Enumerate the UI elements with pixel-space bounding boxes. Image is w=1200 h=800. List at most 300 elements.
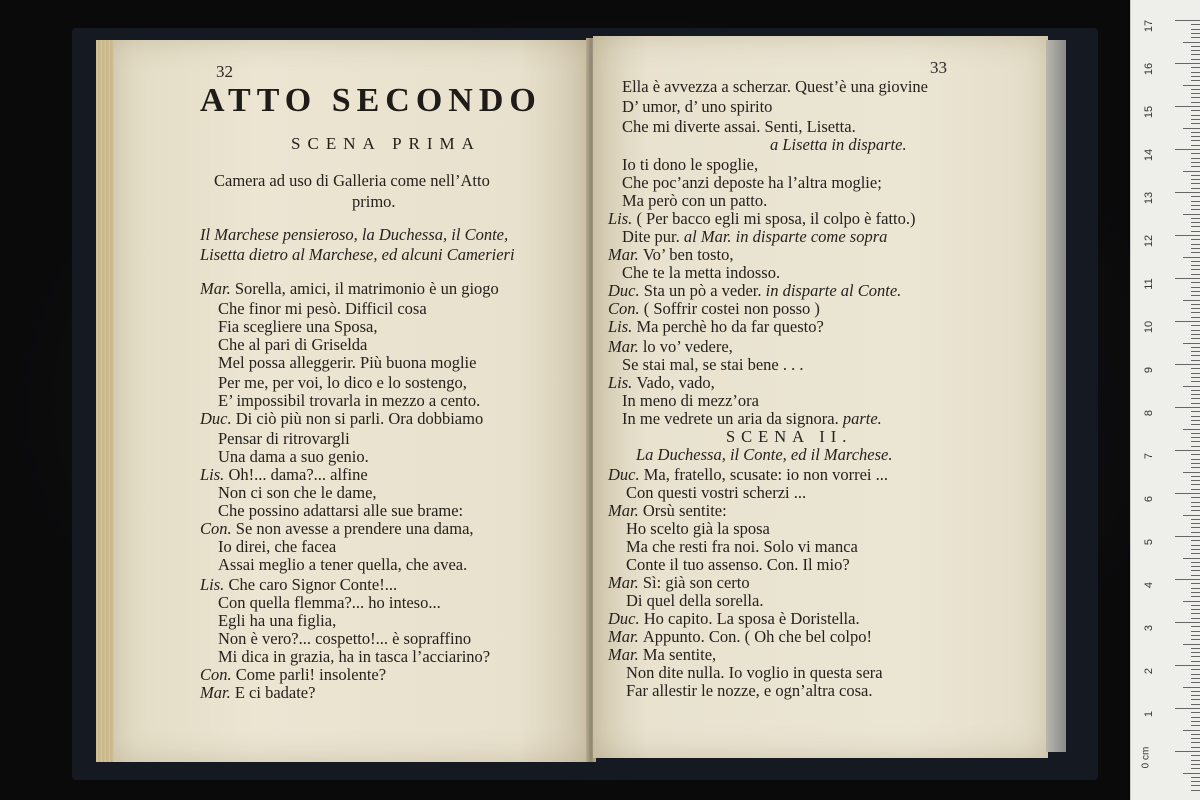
verse-text: E ci badate? xyxy=(234,683,316,702)
ruler-tick xyxy=(1191,377,1200,378)
left-line xyxy=(218,538,336,556)
verse-text: Ma però con un patto. xyxy=(622,191,768,210)
left-line xyxy=(218,612,336,630)
ruler-unit: 0 cm xyxy=(1140,746,1152,769)
ruler-tick xyxy=(1183,644,1200,645)
left-line xyxy=(218,300,427,318)
ruler-tick xyxy=(1191,153,1200,154)
right2-line xyxy=(608,610,860,628)
right-line xyxy=(770,136,907,154)
ruler-tick xyxy=(1191,226,1200,227)
right-line xyxy=(622,264,780,282)
right-line xyxy=(622,392,759,410)
ruler-tick xyxy=(1191,781,1200,782)
verse-text: Far allestir le nozze, e ogn’altra cosa. xyxy=(626,681,873,700)
book-edge xyxy=(96,40,116,762)
verse-text: Con quella flemma?... ho inteso... xyxy=(218,593,441,612)
ruler-tick xyxy=(1191,635,1200,636)
verse-text: Non è vero?... cospetto!... è sopraffino xyxy=(218,629,472,648)
verse-text: D’ umor, d’ uno spirito xyxy=(622,97,773,116)
ruler-tick xyxy=(1191,205,1200,206)
ruler-tick xyxy=(1191,437,1200,438)
left-line xyxy=(218,594,441,612)
ruler-tick xyxy=(1191,575,1200,576)
right-line xyxy=(622,78,928,96)
speaker-label: Lis. xyxy=(200,575,229,594)
ruler-tick xyxy=(1191,330,1200,331)
ruler-tick xyxy=(1175,407,1200,408)
verse-text: Io direi, che facea xyxy=(218,537,337,556)
right2-line xyxy=(626,484,806,502)
ruler-tick xyxy=(1191,446,1200,447)
left-line xyxy=(218,502,463,520)
ruler-tick xyxy=(1191,669,1200,670)
ruler-tick xyxy=(1191,652,1200,653)
act-title: ATTO SECONDO xyxy=(200,82,542,119)
ruler-tick xyxy=(1191,523,1200,524)
ruler-tick xyxy=(1175,579,1200,580)
left-line xyxy=(200,410,483,428)
ruler-tick xyxy=(1191,244,1200,245)
ruler-tick xyxy=(1191,454,1200,455)
ruler-tick xyxy=(1175,106,1200,107)
scene-title: SCENA PRIMA xyxy=(291,134,481,153)
verse-text: Appunto. Con. ( Oh che bel colpo! xyxy=(642,627,872,646)
ruler-tick xyxy=(1191,140,1200,141)
verse-text: Conte il tuo assenso. Con. Il mio? xyxy=(626,555,850,574)
left-line xyxy=(200,684,315,702)
stage-direction: in disparte al Conte. xyxy=(761,281,902,300)
ruler-tick xyxy=(1191,282,1200,283)
left-line xyxy=(200,280,499,298)
ruler-tick xyxy=(1183,601,1200,602)
ruler-tick xyxy=(1191,497,1200,498)
ruler-number: 6 xyxy=(1143,495,1155,503)
ruler-tick xyxy=(1191,618,1200,619)
right-line xyxy=(608,246,733,264)
ruler-tick xyxy=(1191,308,1200,309)
right-page-number: 33 xyxy=(930,58,947,77)
ruler-tick xyxy=(1175,149,1200,150)
ruler-tick xyxy=(1191,678,1200,679)
right-line xyxy=(608,374,715,392)
ruler-tick xyxy=(1183,515,1200,516)
ruler-tick xyxy=(1191,304,1200,305)
ruler-tick xyxy=(1175,192,1200,193)
ruler-tick xyxy=(1191,196,1200,197)
ruler-tick xyxy=(1191,704,1200,705)
ruler-tick xyxy=(1191,368,1200,369)
right-line xyxy=(608,282,901,300)
ruler-tick xyxy=(1191,265,1200,266)
ruler-number: 13 xyxy=(1143,191,1155,205)
stage-direction: a Lisetta in disparte. xyxy=(770,135,907,154)
verse-text: Con questi vostri scherzi ... xyxy=(626,483,807,502)
ruler-tick xyxy=(1175,708,1200,709)
right-line xyxy=(622,410,882,428)
left-line xyxy=(200,520,474,538)
verse-text: Ma perchè ho da far questo? xyxy=(636,317,824,336)
ruler-tick xyxy=(1191,50,1200,51)
verse-text: Che mi diverte assai. Senti, Lisetta. xyxy=(622,117,856,136)
verse-text: Assai meglio a tener quella, che avea. xyxy=(218,555,468,574)
ruler-tick xyxy=(1191,89,1200,90)
verse-text: Sta un pò a veder. xyxy=(643,281,762,300)
ruler-tick xyxy=(1191,261,1200,262)
ruler-tick xyxy=(1191,566,1200,567)
speaker-label: Mar. xyxy=(608,245,643,264)
ruler-tick xyxy=(1191,648,1200,649)
ruler-tick xyxy=(1183,85,1200,86)
ruler-tick xyxy=(1191,334,1200,335)
ruler-tick xyxy=(1191,394,1200,395)
ruler-tick xyxy=(1191,119,1200,120)
ruler-number: 9 xyxy=(1143,366,1155,374)
ruler-tick xyxy=(1191,274,1200,275)
ruler-tick xyxy=(1191,201,1200,202)
ruler-tick xyxy=(1191,562,1200,563)
ruler-tick xyxy=(1191,502,1200,503)
ruler-tick xyxy=(1183,300,1200,301)
ruler-tick xyxy=(1191,54,1200,55)
ruler-tick xyxy=(1191,424,1200,425)
ruler-tick xyxy=(1191,291,1200,292)
ruler-tick xyxy=(1175,536,1200,537)
ruler-tick xyxy=(1191,24,1200,25)
ruler-tick xyxy=(1175,450,1200,451)
verse-text: Ma sentite, xyxy=(642,645,717,664)
ruler-tick xyxy=(1191,527,1200,528)
verse-text: In me vedrete un aria da signora. xyxy=(622,409,839,428)
verse-text: E’ impossibil trovarla in mezzo a cento. xyxy=(218,391,481,410)
verse-text: Non dite nulla. Io voglio in questa sera xyxy=(626,663,883,682)
ruler-tick xyxy=(1191,360,1200,361)
ruler-tick xyxy=(1191,420,1200,421)
verse-text: Fia scegliere una Sposa, xyxy=(218,317,378,336)
ruler-tick xyxy=(1191,239,1200,240)
ruler-tick xyxy=(1175,751,1200,752)
speaker-label: Mar. xyxy=(608,337,643,356)
ruler-tick xyxy=(1191,699,1200,700)
scene-2-characters: La Duchessa, il Conte, ed il Marchese. xyxy=(636,445,893,464)
verse-text: In meno di mezz’ora xyxy=(622,391,759,410)
ruler-tick xyxy=(1191,145,1200,146)
ruler-tick xyxy=(1191,588,1200,589)
ruler-tick xyxy=(1175,20,1200,21)
right-line xyxy=(622,156,758,174)
ruler-tick xyxy=(1191,734,1200,735)
verse-text: Orsù sentite: xyxy=(642,501,727,520)
ruler-tick xyxy=(1191,175,1200,176)
ruler-tick xyxy=(1191,583,1200,584)
right2-line xyxy=(626,664,883,682)
ruler-tick xyxy=(1191,132,1200,133)
ruler-tick xyxy=(1191,398,1200,399)
ruler-tick xyxy=(1175,364,1200,365)
ruler-tick xyxy=(1191,768,1200,769)
verse-text: Sorella, amici, il matrimonio è un giogo xyxy=(234,279,499,298)
ruler-number: 17 xyxy=(1143,19,1155,33)
ruler-tick xyxy=(1183,171,1200,172)
right2-line xyxy=(608,646,716,664)
ruler-tick xyxy=(1175,665,1200,666)
ruler-tick xyxy=(1191,631,1200,632)
ruler-tick xyxy=(1191,222,1200,223)
stage-direction: al Mar. in disparte come sopra xyxy=(679,227,888,246)
ruler-tick xyxy=(1191,738,1200,739)
verse-text: Egli ha una figlia, xyxy=(218,611,337,630)
ruler-tick xyxy=(1191,463,1200,464)
right2-line xyxy=(608,574,750,592)
ruler-tick xyxy=(1191,29,1200,30)
setting-line-2: primo. xyxy=(352,192,396,211)
ruler-tick xyxy=(1191,411,1200,412)
right-line xyxy=(622,98,772,116)
ruler-tick xyxy=(1183,687,1200,688)
ruler-tick xyxy=(1191,312,1200,313)
verse-text: Che possino adattarsi alle sue brame: xyxy=(218,501,464,520)
ruler-tick xyxy=(1191,287,1200,288)
left-line xyxy=(218,336,367,354)
left-line xyxy=(218,318,377,336)
ruler-tick xyxy=(1183,730,1200,731)
ruler-tick xyxy=(1183,429,1200,430)
verse-text: Oh!... dama?... alfine xyxy=(228,465,368,484)
ruler-number: 4 xyxy=(1143,581,1155,589)
ruler-tick xyxy=(1191,46,1200,47)
ruler-tick xyxy=(1191,506,1200,507)
ruler-number: 11 xyxy=(1143,278,1155,290)
ruler-tick xyxy=(1191,480,1200,481)
ruler-tick xyxy=(1191,549,1200,550)
speaker-label: Duc. xyxy=(608,609,644,628)
ruler-tick xyxy=(1191,325,1200,326)
ruler-tick xyxy=(1191,416,1200,417)
ruler-tick xyxy=(1191,695,1200,696)
left-line xyxy=(218,392,480,410)
verse-text: Io ti dono le spoglie, xyxy=(622,155,759,174)
left-page-number: 32 xyxy=(216,62,233,81)
ruler-number: 16 xyxy=(1143,62,1155,76)
stage-direction: parte. xyxy=(838,409,882,428)
verse-text: Ho capito. La sposa è Doristella. xyxy=(643,609,860,628)
verse-text: Che te la metta indosso. xyxy=(622,263,781,282)
ruler-tick xyxy=(1191,166,1200,167)
ruler-tick xyxy=(1191,755,1200,756)
ruler-tick xyxy=(1191,209,1200,210)
ruler-tick xyxy=(1191,764,1200,765)
ruler-tick xyxy=(1191,682,1200,683)
speaker-label: Mar. xyxy=(608,573,643,592)
ruler-tick xyxy=(1191,489,1200,490)
book-cover-edge xyxy=(1046,40,1066,752)
right2-line xyxy=(608,466,888,484)
ruler-tick xyxy=(1191,97,1200,98)
ruler-tick xyxy=(1191,231,1200,232)
speaker-label: Duc. xyxy=(200,409,236,428)
right2-line xyxy=(626,592,763,610)
ruler-number: 12 xyxy=(1143,234,1155,248)
left-line xyxy=(200,466,368,484)
verse-text: Se stai mal, se stai bene . . . xyxy=(622,355,804,374)
ruler-tick xyxy=(1183,42,1200,43)
ruler-number: 3 xyxy=(1143,624,1155,632)
right-line xyxy=(622,192,767,210)
right-line xyxy=(608,210,915,228)
verse-text: Mi dica in grazia, ha in tasca l’acciarino? xyxy=(218,647,491,666)
ruler-number: 2 xyxy=(1143,667,1155,675)
ruler-tick xyxy=(1183,558,1200,559)
ruler-tick xyxy=(1191,162,1200,163)
verse-text: Di ciò più non si parli. Ora dobbiamo xyxy=(235,409,484,428)
left-line xyxy=(218,430,350,448)
ruler-tick xyxy=(1191,510,1200,511)
right-line xyxy=(622,118,856,136)
ruler-tick xyxy=(1191,115,1200,116)
right-line xyxy=(622,228,887,246)
right2-line xyxy=(626,538,858,556)
measuring-ruler xyxy=(1130,0,1200,800)
ruler-tick xyxy=(1191,183,1200,184)
ruler-tick xyxy=(1191,721,1200,722)
ruler-tick xyxy=(1191,661,1200,662)
right2-line xyxy=(626,682,872,700)
ruler-tick xyxy=(1191,747,1200,748)
ruler-tick xyxy=(1191,609,1200,610)
right2-line xyxy=(626,556,850,574)
verse-text: ( Soffrir costei non posso ) xyxy=(643,299,820,318)
ruler-tick xyxy=(1191,532,1200,533)
ruler-tick xyxy=(1191,742,1200,743)
ruler-tick xyxy=(1191,37,1200,38)
ruler-tick xyxy=(1191,540,1200,541)
speaker-label: Lis. xyxy=(608,209,637,228)
ruler-tick xyxy=(1191,403,1200,404)
ruler-tick xyxy=(1191,295,1200,296)
verse-text: Se non avesse a prendere una dama, xyxy=(235,519,474,538)
ruler-tick xyxy=(1175,63,1200,64)
left-line xyxy=(218,448,369,466)
verse-text: Come parli! insolente? xyxy=(235,665,387,684)
ruler-tick xyxy=(1175,622,1200,623)
right-line xyxy=(608,338,733,356)
ruler-tick xyxy=(1191,102,1200,103)
ruler-tick xyxy=(1191,59,1200,60)
verse-text: Che finor mi pesò. Difficil cosa xyxy=(218,299,427,318)
ruler-tick xyxy=(1191,725,1200,726)
ruler-tick xyxy=(1191,123,1200,124)
right2-line xyxy=(608,628,872,646)
ruler-tick xyxy=(1191,484,1200,485)
ruler-tick xyxy=(1183,128,1200,129)
ruler-tick xyxy=(1191,545,1200,546)
speaker-label: Duc. xyxy=(608,465,644,484)
ruler-tick xyxy=(1191,467,1200,468)
speaker-label: Lis. xyxy=(608,317,637,336)
ruler-tick xyxy=(1191,381,1200,382)
left-line xyxy=(218,374,467,392)
ruler-tick xyxy=(1191,459,1200,460)
right-line xyxy=(608,300,820,318)
ruler-number: 15 xyxy=(1143,105,1155,119)
ruler-tick xyxy=(1191,347,1200,348)
ruler-tick xyxy=(1183,386,1200,387)
speaker-label: Con. xyxy=(608,299,644,318)
verse-text: Dite pur. xyxy=(622,227,680,246)
scene-2-title: SCENA II. xyxy=(726,427,853,446)
ruler-number: 14 xyxy=(1143,148,1155,162)
ruler-tick xyxy=(1191,80,1200,81)
speaker-label: Mar. xyxy=(608,501,643,520)
ruler-tick xyxy=(1191,179,1200,180)
ruler-tick xyxy=(1191,712,1200,713)
ruler-tick xyxy=(1191,338,1200,339)
ruler-tick xyxy=(1191,717,1200,718)
setting-line-1: Camera ad uso di Galleria come nell’Atto xyxy=(214,171,490,190)
ruler-tick xyxy=(1191,570,1200,571)
ruler-tick xyxy=(1191,317,1200,318)
ruler-tick xyxy=(1175,321,1200,322)
ruler-tick xyxy=(1191,188,1200,189)
ruler-tick xyxy=(1191,605,1200,606)
right2-line xyxy=(608,502,727,520)
ruler-tick xyxy=(1183,214,1200,215)
ruler-tick xyxy=(1191,760,1200,761)
verse-text: Ma, fratello, scusate: io non vorrei ... xyxy=(643,465,888,484)
right-line xyxy=(622,174,882,192)
ruler-tick xyxy=(1191,252,1200,253)
ruler-tick xyxy=(1191,355,1200,356)
characters-line-2: Lisetta dietro al Marchese, ed alcuni Camerieri xyxy=(200,245,515,264)
speaker-label: Con. xyxy=(200,665,236,684)
ruler-tick xyxy=(1175,235,1200,236)
verse-text: Che caro Signor Conte!... xyxy=(228,575,398,594)
verse-text: Mel possa alleggerir. Più buona moglie xyxy=(218,353,477,372)
verse-text: Pensar di ritrovargli xyxy=(218,429,350,448)
ruler-tick xyxy=(1191,592,1200,593)
characters-line-1: Il Marchese pensieroso, la Duchessa, il Conte, xyxy=(200,225,509,244)
ruler-tick xyxy=(1191,777,1200,778)
speaker-label: Mar. xyxy=(608,627,643,646)
ruler-tick xyxy=(1191,269,1200,270)
verse-text: Per me, per voi, lo dico e lo sostengo, xyxy=(218,373,467,392)
ruler-tick xyxy=(1191,390,1200,391)
ruler-tick xyxy=(1191,351,1200,352)
verse-text: Ella è avvezza a scherzar. Quest’è una giovine xyxy=(622,77,929,96)
right2-line xyxy=(626,520,770,538)
ruler-tick xyxy=(1191,33,1200,34)
ruler-number: 5 xyxy=(1143,538,1155,546)
verse-text: Ho scelto già la sposa xyxy=(626,519,770,538)
ruler-tick xyxy=(1183,773,1200,774)
ruler-tick xyxy=(1191,441,1200,442)
ruler-tick xyxy=(1191,626,1200,627)
speaker-label: Mar. xyxy=(200,279,235,298)
left-line xyxy=(218,648,490,666)
ruler-tick xyxy=(1191,136,1200,137)
verse-text: Che poc’anzi deposte ha l’altra moglie; xyxy=(622,173,882,192)
left-line xyxy=(200,576,397,594)
verse-text: Vado, vado, xyxy=(636,373,715,392)
speaker-label: Lis. xyxy=(200,465,229,484)
left-line xyxy=(218,630,471,648)
ruler-tick xyxy=(1191,519,1200,520)
verse-text: Non ci son che le dame, xyxy=(218,483,377,502)
ruler-number: 8 xyxy=(1143,409,1155,417)
ruler-tick xyxy=(1191,72,1200,73)
ruler-tick xyxy=(1191,158,1200,159)
ruler-tick xyxy=(1191,218,1200,219)
